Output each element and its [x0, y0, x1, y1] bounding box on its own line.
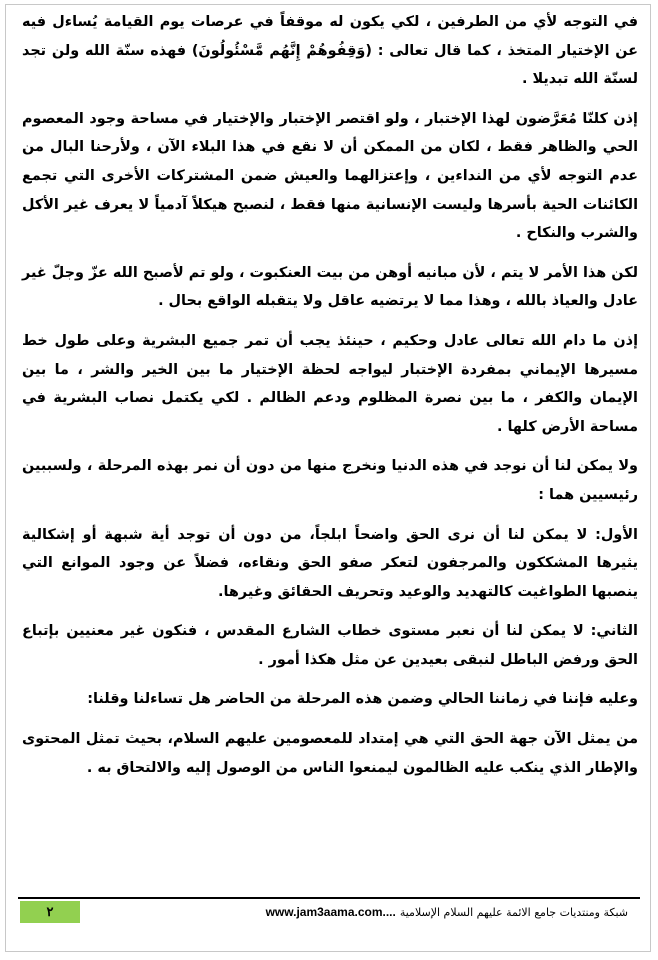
paragraph-9: من يمثل الآن جهة الحق التي هي إمتداد للمعصومين عليهم السلام، بحيث تمثل المحتوى والإطار الذي ينكب عليه الظالمون ليمنعوا الناس من الوصول إليه والالتحاق به .	[22, 731, 638, 776]
paragraph-3: لكن هذا الأمر لا يتم ، لأن مبانيه أوهن من بيت العنكبوت ، ولو تم لأصبح الله عزّ وجلّ غير عادل والعياذ بالله ، وهذا مما لا يرتضيه عاقل ولا يتقبله الواقع بحال .	[22, 264, 638, 310]
paragraph-6: الأول: لا يمكن لنا أن نرى الحق واضحاً ابلجاً، من دون أن توجد أية شبهة أو إشكالية يثيرها المشككون والمرجفون لتعكر صفو الحق ونقاءه، فضلاً عن وجود الموانع التي ينصبها الطواغيت كالتهديد والوعيد وتحريف الحقائق وغيرها.	[22, 526, 638, 600]
page-number: ٢	[46, 904, 54, 919]
paragraph-4: إذن ما دام الله تعالى عادل وحكيم ، حينئذ يجب أن تمر جميع البشرية وعلى طول خط مسيرها الإيماني بمفردة الإختبار ليواجه لحظة الإختيار ما بين الخير والشر ، ما بين الإيمان والكفر ، ما بين نصرة المظلوم ودعم الظالم . لكي يكتمل نصاب البشرية في مساحة الأرض كلها .	[22, 332, 638, 435]
paragraph-2: إذن كلنّا مُعَرَّضون لهذا الإختبار ، ولو اقتصر الإختبار والإختيار في مساحة وجود المعصوم الحي والظاهر فقط ، لكان من الممكن أن لا نقع في هذا البلاء الآن ، ولأرحنا البال من عدم التوجه لأي من النداءين ، وإعتزالهما والعيش ضمن المشتركات الأخرى التي تجمع الكائنات الحية بأسرها وليست الإنسانية منها فقط ، لنصبح هيكلاً آدمياً لا يعرف غير الأكل والشرب والنكاح .	[22, 110, 638, 242]
footer-divider	[18, 897, 640, 899]
page-number-badge	[20, 901, 80, 923]
document-body	[22, 8, 638, 793]
footer-site-name: شبكة ومنتديات جامع الائمة عليهم السلام الإسلامية	[399, 906, 628, 919]
footer	[266, 902, 628, 923]
paragraph-8: وعليه فإننا في زماننا الحالي وضمن هذه المرحلة من الحاضر هل تساءلنا وقلنا:	[87, 691, 638, 708]
paragraph-7: الثاني: لا يمكن لنا أن نعبر مستوى خطاب الشارع المقدس ، فنكون غير معنيين بإتباع الحق ورفض الباطل لنبقى بعيدين عن مثل هكذا أمور .	[22, 623, 638, 668]
footer-url-link[interactable]: www.jam3aama.com....	[265, 905, 396, 919]
paragraph-5: ولا يمكن لنا أن نوجد في هذه الدنيا ونخرج منها من دون أن نمر بهذه المرحلة ، ولسببين رئيسيين هما :	[22, 458, 638, 503]
paragraph-1: في التوجه لأي من الطرفين ، لكي يكون له موقفاً في عرصات يوم القيامة يُساءل فيه عن الإختيار المتخذ ، كما قال تعالى : (وَقِفُوهُمْ إِنَّهُم مَّسْئُولُونَ) فهذه سنّة الله ولن تجد لسنّة الله تبديلا .	[22, 14, 638, 88]
